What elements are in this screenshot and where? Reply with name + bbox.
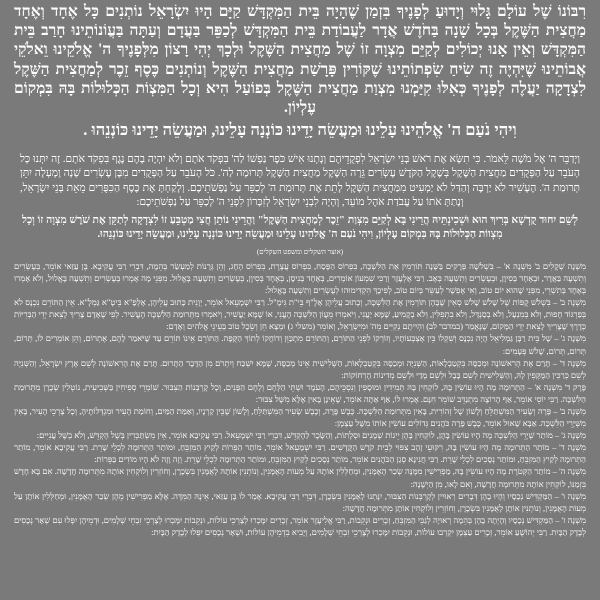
mishna-section xyxy=(14,261,586,539)
prayer-closing: וִיהִי נֹעַם ה' אֱלֹהֵינוּ עָלֵינוּ וּמַעֲשֵׂה יָדֵינוּ כּוֹנְנָה עָלֵינוּ, וּמַעֲשֵׂה יָדֵינוּ כּוֹנְנֵהוּ . xyxy=(83,120,517,140)
mishna-paragraph: מִשְׁנָה שְׁקָלִים ב' מִשְׁנָה א' – בִּשְׁלֹשָׁה פְּרָקִים בַּשָּׁנָה תּוֹרְמִין אֶת הַלִּשְׁכָּה, בִּפְרוֹס הַפֶּסַח, בִּפְרוֹס עֲצֶרֶת, בִּפְרוֹס הֶחָג, וְהֵן גְּרָנוֹת לְמַעְשַׂר בְּהֵמָה, דִּבְרֵי רַבִּי עֲקִיבָא. בֶּן עַזַּאי אוֹמֵר, בְּעֶשְׂרִים וְתִשְׁעָה בַּאֲדָר, וּבְאֶחָד בְּסִיוָן, וּבְעֶשְׂרִים וְתִשְׁעָה בְּאָב. רַבִּי אֶלְעָזָר וְרַבִּי שִׁמְעוֹן אוֹמְרִים, בְּאֶחָד בְּנִיסָן, בְּאֶחָד בְּסִיוָן, בְּעֶשְׂרִים וְתִשְׁעָה בֶּאֱלוּל. מִפְּנֵי מָה אָמְרוּ בְּעֶשְׂרִים וְתִשְׁעָה בֶּאֱלוּל, וְלֹא אָמְרוּ בְּאֶחָד בְּתִשְׁרֵי, מִפְּנֵי שֶׁהוּא יוֹם טוֹב, וְאִי אֶפְשָׁר לְעַשֵּׂר בְּיוֹם טוֹב, לְפִיכָךְ הִקְדִּימוּהוּ לְעֶשְׂרִים וְתִשְׁעָה בֶּאֱלוּל: xyxy=(14,261,586,296)
mishna-paragraph: מִשְׁנָה ז' – הַמַּקְדִּישׁ נְכָסָיו וְהָיְתָה בָהֶן בְּהֵמָה רְאוּיָה לְגַבֵּי הַמִּזְבֵּחַ, זְכָרִים וּנְקֵבוֹת, רַבִּי אֱלִיעֶזֶר אוֹמֵר, זְכָרִים יִמָּכְרוּ לְצָרְכֵי עוֹלוֹת, וּנְקֵבוֹת יִמָּכְרוּ לְצָרְכֵי זִבְחֵי שְׁלָמִים, וּדְמֵיהֶן יִפְּלוּ עִם שְׁאָר נְכָסִים לְבֶדֶק הַבָּיִת. רַבִּי יְהוֹשֻׁעַ אוֹמֵר, זְכָרִים עַצְמָן יִקְרְבוּ עוֹלוֹת, וּנְקֵבוֹת יִמָּכְרוּ לְצָרְכֵי זִבְחֵי שְׁלָמִים, וְיָבִיא בִדְמֵיהֶן עוֹלוֹת, וּשְׁאָר נְכָסִים יִפְּלוּ לְבֶדֶק הַבָּיִת: xyxy=(14,515,586,537)
torah-verse: וַיְדַבֵּר ה' אֶל מֹשֶׁה לֵּאמֹר. כִּי תִשָּׂא אֶת רֹאשׁ בְּנֵי יִשְׂרָאֵל לִפְקֻדֵיהֶם וְנָתְנוּ אִישׁ כֹּפֶר נַפְשׁוֹ לַה' בִּפְקֹד אֹתָם וְלֹא יִהְיֶה בָהֶם נֶגֶף בִּפְקֹד אֹתָם. זֶה יִתְּנוּ כָּל הָעֹבֵר עַל הַפְּקֻדִים מַחֲצִית הַשֶּׁקֶל בְּשֶׁקֶל הַקֹּדֶשׁ עֶשְׂרִים גֵּרָה הַשֶּׁקֶל מַחֲצִית הַשֶּׁקֶל תְּרוּמָה לַה'. כֹּל הָעֹבֵר עַל הַפְּקֻדִים מִבֶּן עֶשְׂרִים שָׁנָה וָמָעְלָה יִתֵּן תְּרוּמַת ה'. הֶעָשִׁיר לֹא יַרְבֶּה וְהַדַּל לֹא יַמְעִיט מִמַּחֲצִית הַשָּׁקֶל לָתֵת אֶת תְּרוּמַת ה' לְכַפֵּר עַל נַפְשֹׁתֵיכֶם. וְלָקַחְתָּ אֶת כֶּסֶף הַכִּפֻּרִים מֵאֵת בְּנֵי יִשְׂרָאֵל, וְנָתַתָּ אֹתוֹ עַל עֲבֹדַת אֹהֶל מוֹעֵד, וְהָיָה לִבְנֵי יִשְׂרָאֵל לְזִכָּרוֹן לִפְנֵי ה' לְכַפֵּר עַל נַפְשֹׁתֵיכֶם: xyxy=(20,154,580,208)
mishna-paragraph: מִשְׁנָה ו' – הַמַּקְדִּישׁ נְכָסָיו וְהָיוּ בָהֶן דְּבָרִים רְאוּיִין לְקָרְבְּנוֹת הַצִּבּוּר, יִנָּתְנוּ לָאֻמָּנִין בִּשְׂכָרָן, דִּבְרֵי רַבִּי עֲקִיבָא. אָמַר לוֹ בֶּן עַזַּאי, אֵינָהּ הַמִּדָּה. אֶלָּא מַפְרִישִׁין מֵהֶן שְׂכַר הָאֻמָּנִין, וּמְחַלְּלִין אוֹתָן עַל מְעוֹת הָאֻמָּנִין, וְנוֹתְנִין אוֹתָן לָאֻמָּנִין בִּשְׂכָרָן, וְחוֹזְרִין וְלוֹקְחִין אוֹתָן מִתְּרוּמָה חֲדָשָׁה: xyxy=(14,491,586,513)
prayer-text: רִבּוֹנוֹ שֶׁל עוֹלָם גָּלוּי וְיָדוּעַ לְפָנֶיךָ בִּזְמַן שֶׁהָיָה בֵּית הַמִּקְדָּשׁ קַיָּם הָיוּ יִשְׂרָאֵל נוֹתְנִים כָּל אֶחָד וְאֶחָד מַחֲצִית הַשֶּׁקֶל בְּכָל שָׁנָה בַּחֹדֶשׁ אֲדָר לַעֲבוֹדַת בֵּית הַמִּקְדָּשׁ לְכַפֵּר בַּעֲדָם וְעַתָּה בַּעֲוֹנוֹתֵינוּ חָרַב בֵּית הַמִּקְדָּשׁ וְאֵין אָנוּ יְכוֹלִים לְקַיֵּם מִצְוָה זוֹ שֶׁל מַחֲצִית הַשֶּׁקֶל וּלְכָךְ יְהִי רָצוֹן מִלְּפָנֶיךָ ה' אֱלֹקֵינוּ וֵאלֹקֵי אֲבוֹתֵינוּ שֶׁיִּהְיֶה זֶה שִׂיחַ שִׂפְתוֹתֵינוּ שֶׁקּוֹרִין פָּרָשַׁת מַחֲצִית הַשֶּׁקֶל וְנוֹתְנִים כֶּסֶף זֵכֶר לְמַחֲצִית הַשֶּׁקֶל לִצְדָקָה יַעֲלֶה לְפָנֶיךָ כְּאִלּוּ קִיַּמְנוּ מִצְוַת מַחֲצִית הַשֶּׁקֶל בְּפוֹעַל הִיא וְכָל הַמִּצְוֹת הַכְּלוּלוֹת בָּהּ בִּמְקוֹם עֶלְיוֹן. xyxy=(14,3,586,117)
mishna-paragraph: מִשְׁנָה ג' – שֶׁל בֵּית רַבָּן גַּמְלִיאֵל הָיָה נִכְנָס וְשִׁקְלוֹ בֵּין אֶצְבְּעוֹתָיו, וְזוֹרְקוֹ לִפְנֵי הַתּוֹרֵם, וְהַתּוֹרֵם מִתְכַּוֵּן וְדוֹחֲקוֹ לְתוֹךְ הַקֻּפָּה. הַתּוֹרֵם אֵינוֹ תּוֹרֵם עַד שֶׁיֹּאמַר לָהֶם, אֶתְרוֹם, וְהֵן אוֹמְרִים לוֹ, תְּרוֹם, תְּרוֹם, תְּרוֹם, שָׁלֹשׁ פְּעָמִים: xyxy=(14,334,586,356)
mishna-paragraph: מִשְׁנָה ה' – מוֹתַר הַקְּטֹרֶת מֶה הָיוּ עוֹשִׂין בָּהּ, מַפְרִישִׁין מִמֶּנָּה שְׂכַר הָאֻמָּנִין, וּמְחַלְּלִין אוֹתָהּ עַל מְעוֹת הָאֻמָּנִין, וְנוֹתְנִין אוֹתָהּ לָאֻמָּנִין בִּשְׂכָרָן, וְחוֹזְרִין וְלוֹקְחִין אוֹתָהּ מִתְּרוּמָה חֲדָשָׁה. אִם בָּא חָדָשׁ בִּזְמַנּוֹ, לוֹקְחִין אוֹתָהּ מִתְּרוּמָה חֲדָשָׁה, וְאִם לָאו, מִן הַיְשָׁנָה: xyxy=(14,467,586,489)
mishna-paragraph: מִשְׁנָה ג' – מוֹתַר שְׁיָרֵי הַלִּשְׁכָּה מֶה הָיוּ עוֹשִׂין בָּהֶן, לוֹקְחִין בָּהֶן יֵינוֹת שְׁמָנִים וּסְלָתוֹת, וְהַשָּׂכָר לַהֶקְדֵּשׁ, דִּבְרֵי רַבִּי יִשְׁמָעֵאל. רַבִּי עֲקִיבָא אוֹמֵר, אֵין מִשְׂתַּכְּרִין בְּשֶׁל הֶקְדֵּשׁ, וְלֹא בְשֶׁל עֲנִיִּים: xyxy=(36,431,586,441)
mishna-paragraph: מִשְׁנָה ד' – מוֹתַר הַתְּרוּמָה מֶה הָיוּ עוֹשִׂין בָּהּ, רִקּוּעֵי זָהָב צִפּוּי לְבֵית קֹדֶשׁ הַקֳּדָשִׁים. רַבִּי יִשְׁמָעֵאל אוֹמֵר, מוֹתַר הַפֵּרוֹת לְקַיִץ הַמִּזְבֵּחַ, וּמוֹתַר הַתְּרוּמָה לִכְלֵי שָׁרֵת. רַבִּי עֲקִיבָא אוֹמֵר, מוֹתַר הַתְּרוּמָה לְקַיִץ הַמִּזְבֵּחַ, וּמוֹתַר נְסָכִים לִכְלֵי שָׁרֵת. רַבִּי חֲנִינָא סְגַן הַכֹּהֲנִים אוֹמֵר, מוֹתַר נְסָכִים לְקַיִץ הַמִּזְבֵּחַ, וּמוֹתַר הַתְּרוּמָה לִכְלֵי שָׁרֵת. וְזֶה וָזֶה לֹא הָיוּ מוֹדִים בַּפֵּרוֹת: xyxy=(14,443,586,465)
intention-declaration: לְשֵׁם יִחוּד קֻדְשָׁא בְּרִיךְ הוּא וּשְׁכִינְתֵּיהּ הֲרֵינִי בָּא לְקַיֵּם מִצְוַת "זֵכֶר לְמַחֲצִית הַשֶּׁקֶל" וַהֲרֵינִי נוֹתֵן חֲצִי מַטְבֵּעַ זוֹ לִצְדָקָה לְתַקֵּן אֶת שֹׁרֶשׁ מִצְוָה זוֹ וְכָל מִצְווֹת הַכְּלוּלוֹת בָּהּ בִּמְקוֹם עֶלְיוֹן, וִיהִי נֹעַם ה' אֱלֹהֵינוּ עָלֵינוּ וּמַעֲשֵׂה יָדֵינוּ כּוֹנְנָה עָלֵינוּ, וּמַעֲשֵׂה יָדֵינוּ כּוֹנְנֵהוּ. xyxy=(22,215,578,241)
mishna-paragraph: מִשְׁנָה ד' – תָּרַם אֶת הָרִאשׁוֹנָה וּמְכַסֶּה בִּקְטַבְלָאוֹת, הַשְּׁנִיָּה וּמְכַסֶּה בִּקְטַבְלָאוֹת, הַשְּׁלִישִׁית אֵינוֹ מְכַסֶּה, שֶׁמָּא יִשְׁכַּח וְיִתְרֹם מִן הַדָּבָר הַתָּרוּם. תָּרַם אֶת הָרִאשׁוֹנָה לְשֵׁם אֶרֶץ יִשְׂרָאֵל, וְהַשְּׁנִיָּה לְשֵׁם כְּרַכִּין הַמֻּקָּפִין לָהּ, וְהַשְּׁלִישִׁית לְשֵׁם בָּבֶל וּלְשֵׁם מָדַי וּלְשֵׁם מְדִינוֹת הָרְחוֹקוֹת: xyxy=(14,358,586,380)
mishna-paragraph: פֶּרֶק ד' מִשְׁנָה א' – הַתְּרוּמָה מֶה הָיוּ עוֹשִׂין בָּהּ, לוֹקְחִין בָּהּ תְּמִידִין וּמוּסָפִין וְנִסְכֵּיהֶם, הָעֹמֶר וּשְׁתֵּי הַלֶּחֶם וְלֶחֶם הַפָּנִים, וְכָל קָרְבְּנוֹת הַצִּבּוּר. שׁוֹמְרֵי סְפִיחִין בַּשְּׁבִיעִית, נוֹטְלִין שְׂכָרָן מִתְּרוּמַת הַלִּשְׁכָּה. רַבִּי יוֹסֵי אוֹמֵר, אַף הָרוֹצֶה מִתְנַדֵּב שׁוֹמֵר חִנָּם. אָמְרוּ לוֹ, אַף אַתָּה אוֹמֵר, שֶׁאֵינָן בָּאִין אֶלָּא מִשֶּׁל צִבּוּר: xyxy=(14,382,586,404)
source-citation: (אוצר השקלים ומשפט השקלים) xyxy=(256,247,344,256)
mishna-paragraph: מִשְׁנָה ב' – פָּרָה וְשָׂעִיר הַמִּשְׁתַּלֵּחַ וְלָשׁוֹן שֶׁל זְהוֹרִית, בָּאִין מִתְּרוּמַת הַלִּשְׁכָּה. כֶּבֶשׁ פָּרָה, וְכֶבֶשׁ שָׂעִיר הַמִּשְׁתַּלֵּחַ, וְלָשׁוֹן שֶׁבֵּין קַרְנָיו, וְאַמַּת הַמַּיִם, וְחוֹמַת הָעִיר וּמִגְדְּלוֹתֶיהָ, וְכָל צָרְכֵי הָעִיר, בָּאִין מִשְּׁיָרֵי הַלִּשְׁכָּה. אַבָּא שָׁאוּל אוֹמֵר, כֶּבֶשׁ פָּרָה כֹּהֲנִים גְּדוֹלִים עוֹשִׂין אוֹתוֹ מִשֶּׁל עַצְמָן: xyxy=(14,406,586,429)
mishna-paragraph: מִשְׁנָה ב' – בִּשְׁלֹשׁ קֻפּוֹת שֶׁל שָׁלֹשׁ שָׁלֹשׁ סְאִין שֶׁבָּהֶן תּוֹרְמִין אֶת הַלִּשְׁכָּה, וְכָתוּב עֲלֵיהֶן אָלֶ"ף בֵּי"ת גִּימֶ"ל. רַבִּי יִשְׁמָעֵאל אוֹמֵר, יְוָנִית כָּתוּב עֲלֵיהֶן, אָלְפָ"א בֵּיטָ"א גַּמְלָ"א. אֵין הַתּוֹרֵם נִכְנָס לֹא בְּפַרְגּוֹד חָפוּת, וְלֹא בְּמִנְעָל, וְלֹא בְסַנְדָּל, וְלֹא בִתְפִלִּין, וְלֹא בְקָמִיעַ, שֶׁמָּא יַעֲנִי, וְיֹאמְרוּ מֵעֲוֹן הַלִּשְׁכָּה הֶעֱנִי, אוֹ שֶׁמָּא יַעֲשִׁיר, וְיֹאמְרוּ מִתְּרוּמַת הַלִּשְׁכָּה הֶעֱשִׁיר. לְפִי שֶׁאָדָם צָרִיךְ לָצֵאת יְדֵי הַבְּרִיּוֹת כְּדֶרֶךְ שֶׁצָּרִיךְ לָצֵאת יְדֵי הַמָּקוֹם, שֶׁנֶּאֱמַר (במדבר לב) וִהְיִיתֶם נְקִיִּים מֵה' וּמִיִּשְׂרָאֵל, וְאוֹמֵר (משלי ג) וּמְצָא חֵן וְשֵׂכֶל טוֹב בְּעֵינֵי אֱלֹהִים וְאָדָם: xyxy=(14,298,586,332)
